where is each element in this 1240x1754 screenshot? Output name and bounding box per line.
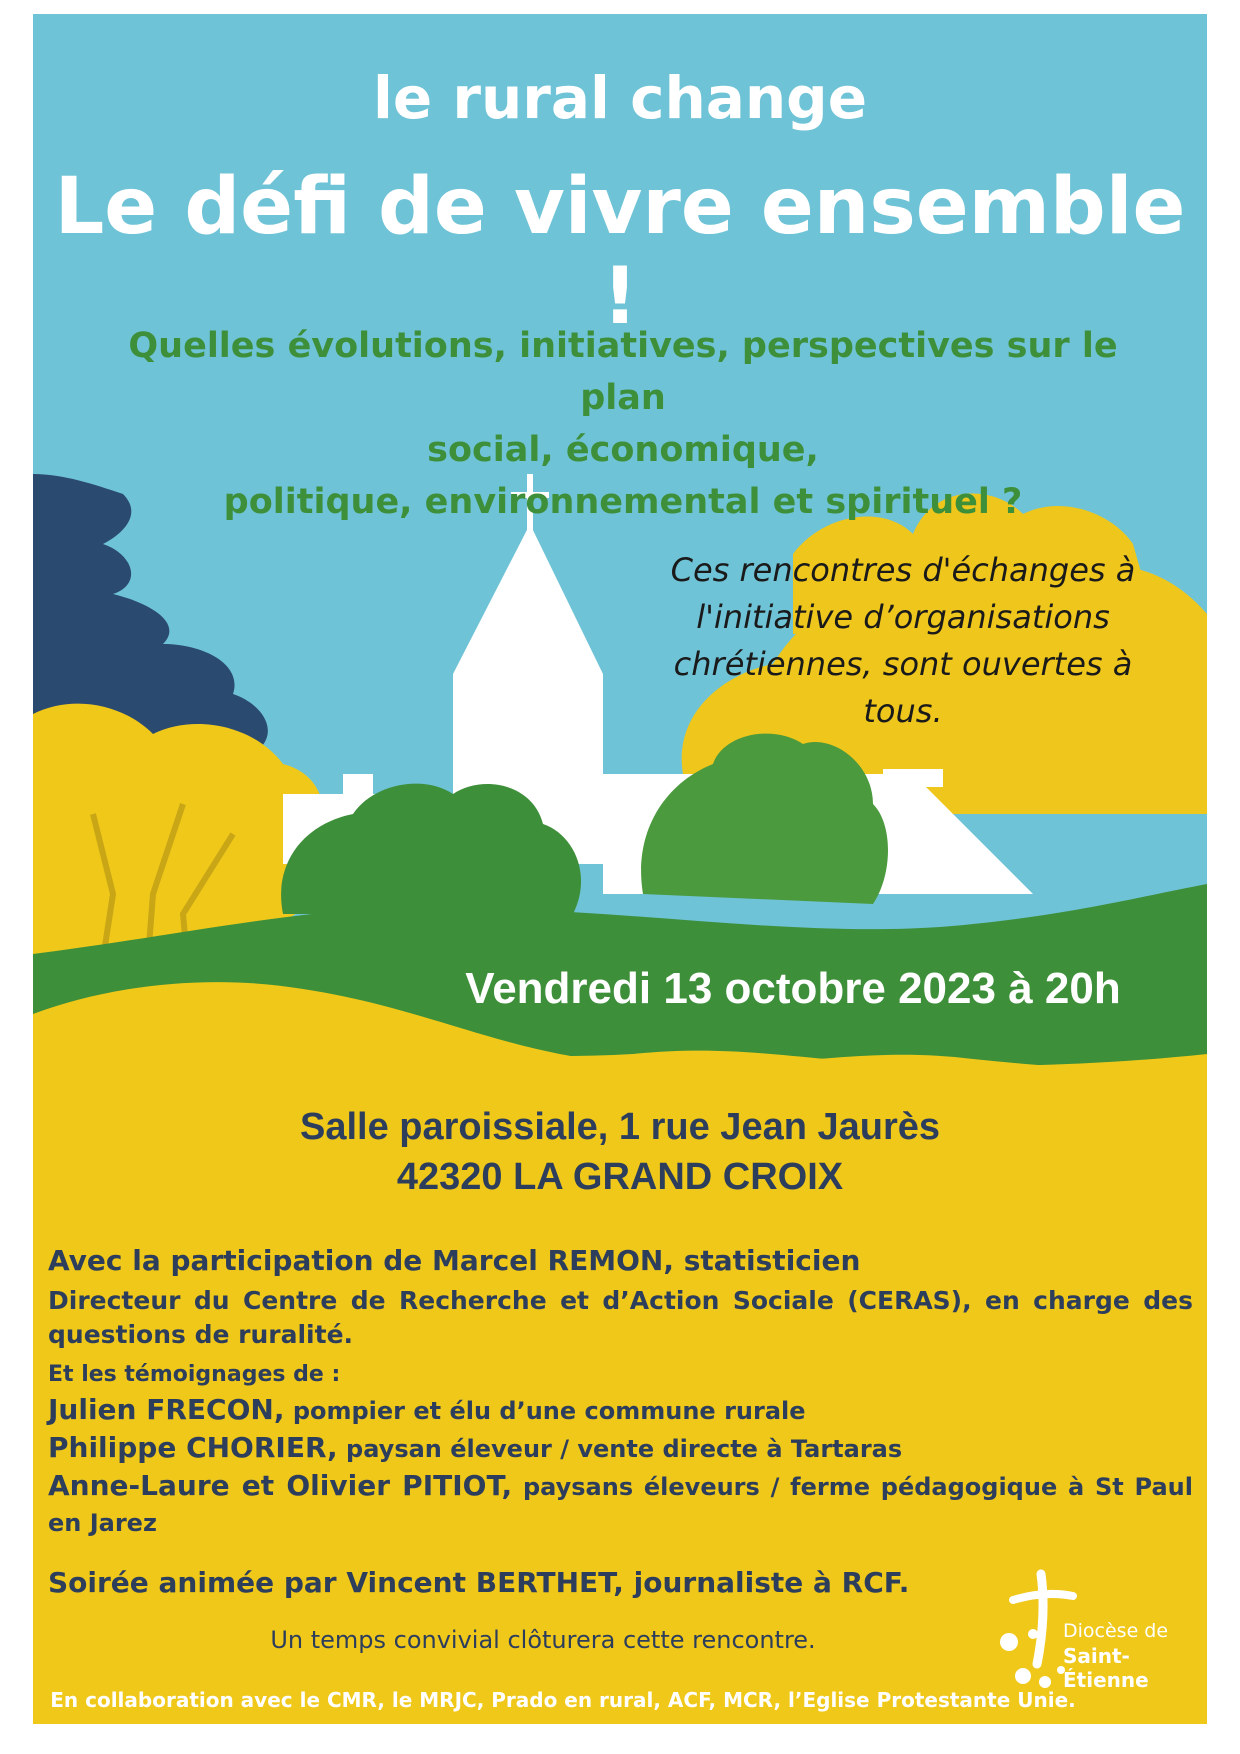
intro-line: chrétiennes, sont ouvertes à: [673, 645, 1133, 683]
venue-address: Salle paroissiale, 1 rue Jean Jaurès: [299, 1106, 941, 1148]
intro-line: Ces rencontres d'échanges à: [670, 551, 1136, 589]
convivial-note: Un temps convivial clôturera cette rencontre.: [270, 1626, 816, 1654]
logo-text-line2: Saint-Étienne: [1063, 1644, 1149, 1692]
logo-text-line1: Diocèse de: [1063, 1620, 1169, 1642]
questions-line: Quelles évolutions, initiatives, perspectives sur le plan: [128, 326, 1118, 418]
testimonies-label: Et les témoignages de :: [48, 1362, 341, 1387]
witness-role: pompier et élu d’une commune rurale: [284, 1397, 806, 1425]
witness-item: [48, 1430, 1193, 1467]
witness-name: Julien FRECON,: [48, 1393, 285, 1426]
director-description: Directeur du Centre de Recherche et d’Action Sociale (CERAS), en charge des questions de ruralité.: [48, 1286, 1193, 1349]
poster: [33, 14, 1207, 1724]
event-venue: [33, 1102, 1207, 1202]
witness-item: [48, 1468, 1193, 1541]
witness-item: [48, 1392, 1193, 1429]
witness-role: paysan éleveur / vente directe à Tartaras: [337, 1435, 903, 1463]
intro-line: tous.: [863, 692, 943, 730]
intro-block: [643, 547, 1163, 735]
collaboration-note: En collaboration avec le CMR, le MRJC, Prado en rural, ACF, MCR, l’Eglise Protestante Unie.: [50, 1688, 1076, 1712]
host-line: Soirée animée par Vincent BERTHET, journaliste à RCF.: [48, 1566, 910, 1599]
questions-block: [93, 320, 1153, 528]
witness-role: paysans éleveurs / ferme pédagogique à St Paul en Jarez: [48, 1473, 1193, 1537]
kicker-heading: le rural change: [372, 64, 868, 132]
questions-line: politique, environnemental et spirituel ?: [223, 482, 1023, 522]
witness-name: Anne-Laure et Olivier PITIOT,: [48, 1469, 513, 1502]
page-title: Le défi de vivre ensemble !: [54, 162, 1186, 342]
questions-line: social, économique,: [427, 430, 819, 470]
witness-name: Philippe CHORIER,: [48, 1431, 338, 1464]
participation-line: Avec la participation de Marcel REMON, statisticien: [48, 1244, 861, 1277]
event-date: Vendredi 13 octobre 2023 à 20h: [465, 964, 1121, 1013]
venue-city: 42320 LA GRAND CROIX: [396, 1156, 844, 1198]
intro-line: l'initiative d’organisations: [696, 598, 1110, 636]
